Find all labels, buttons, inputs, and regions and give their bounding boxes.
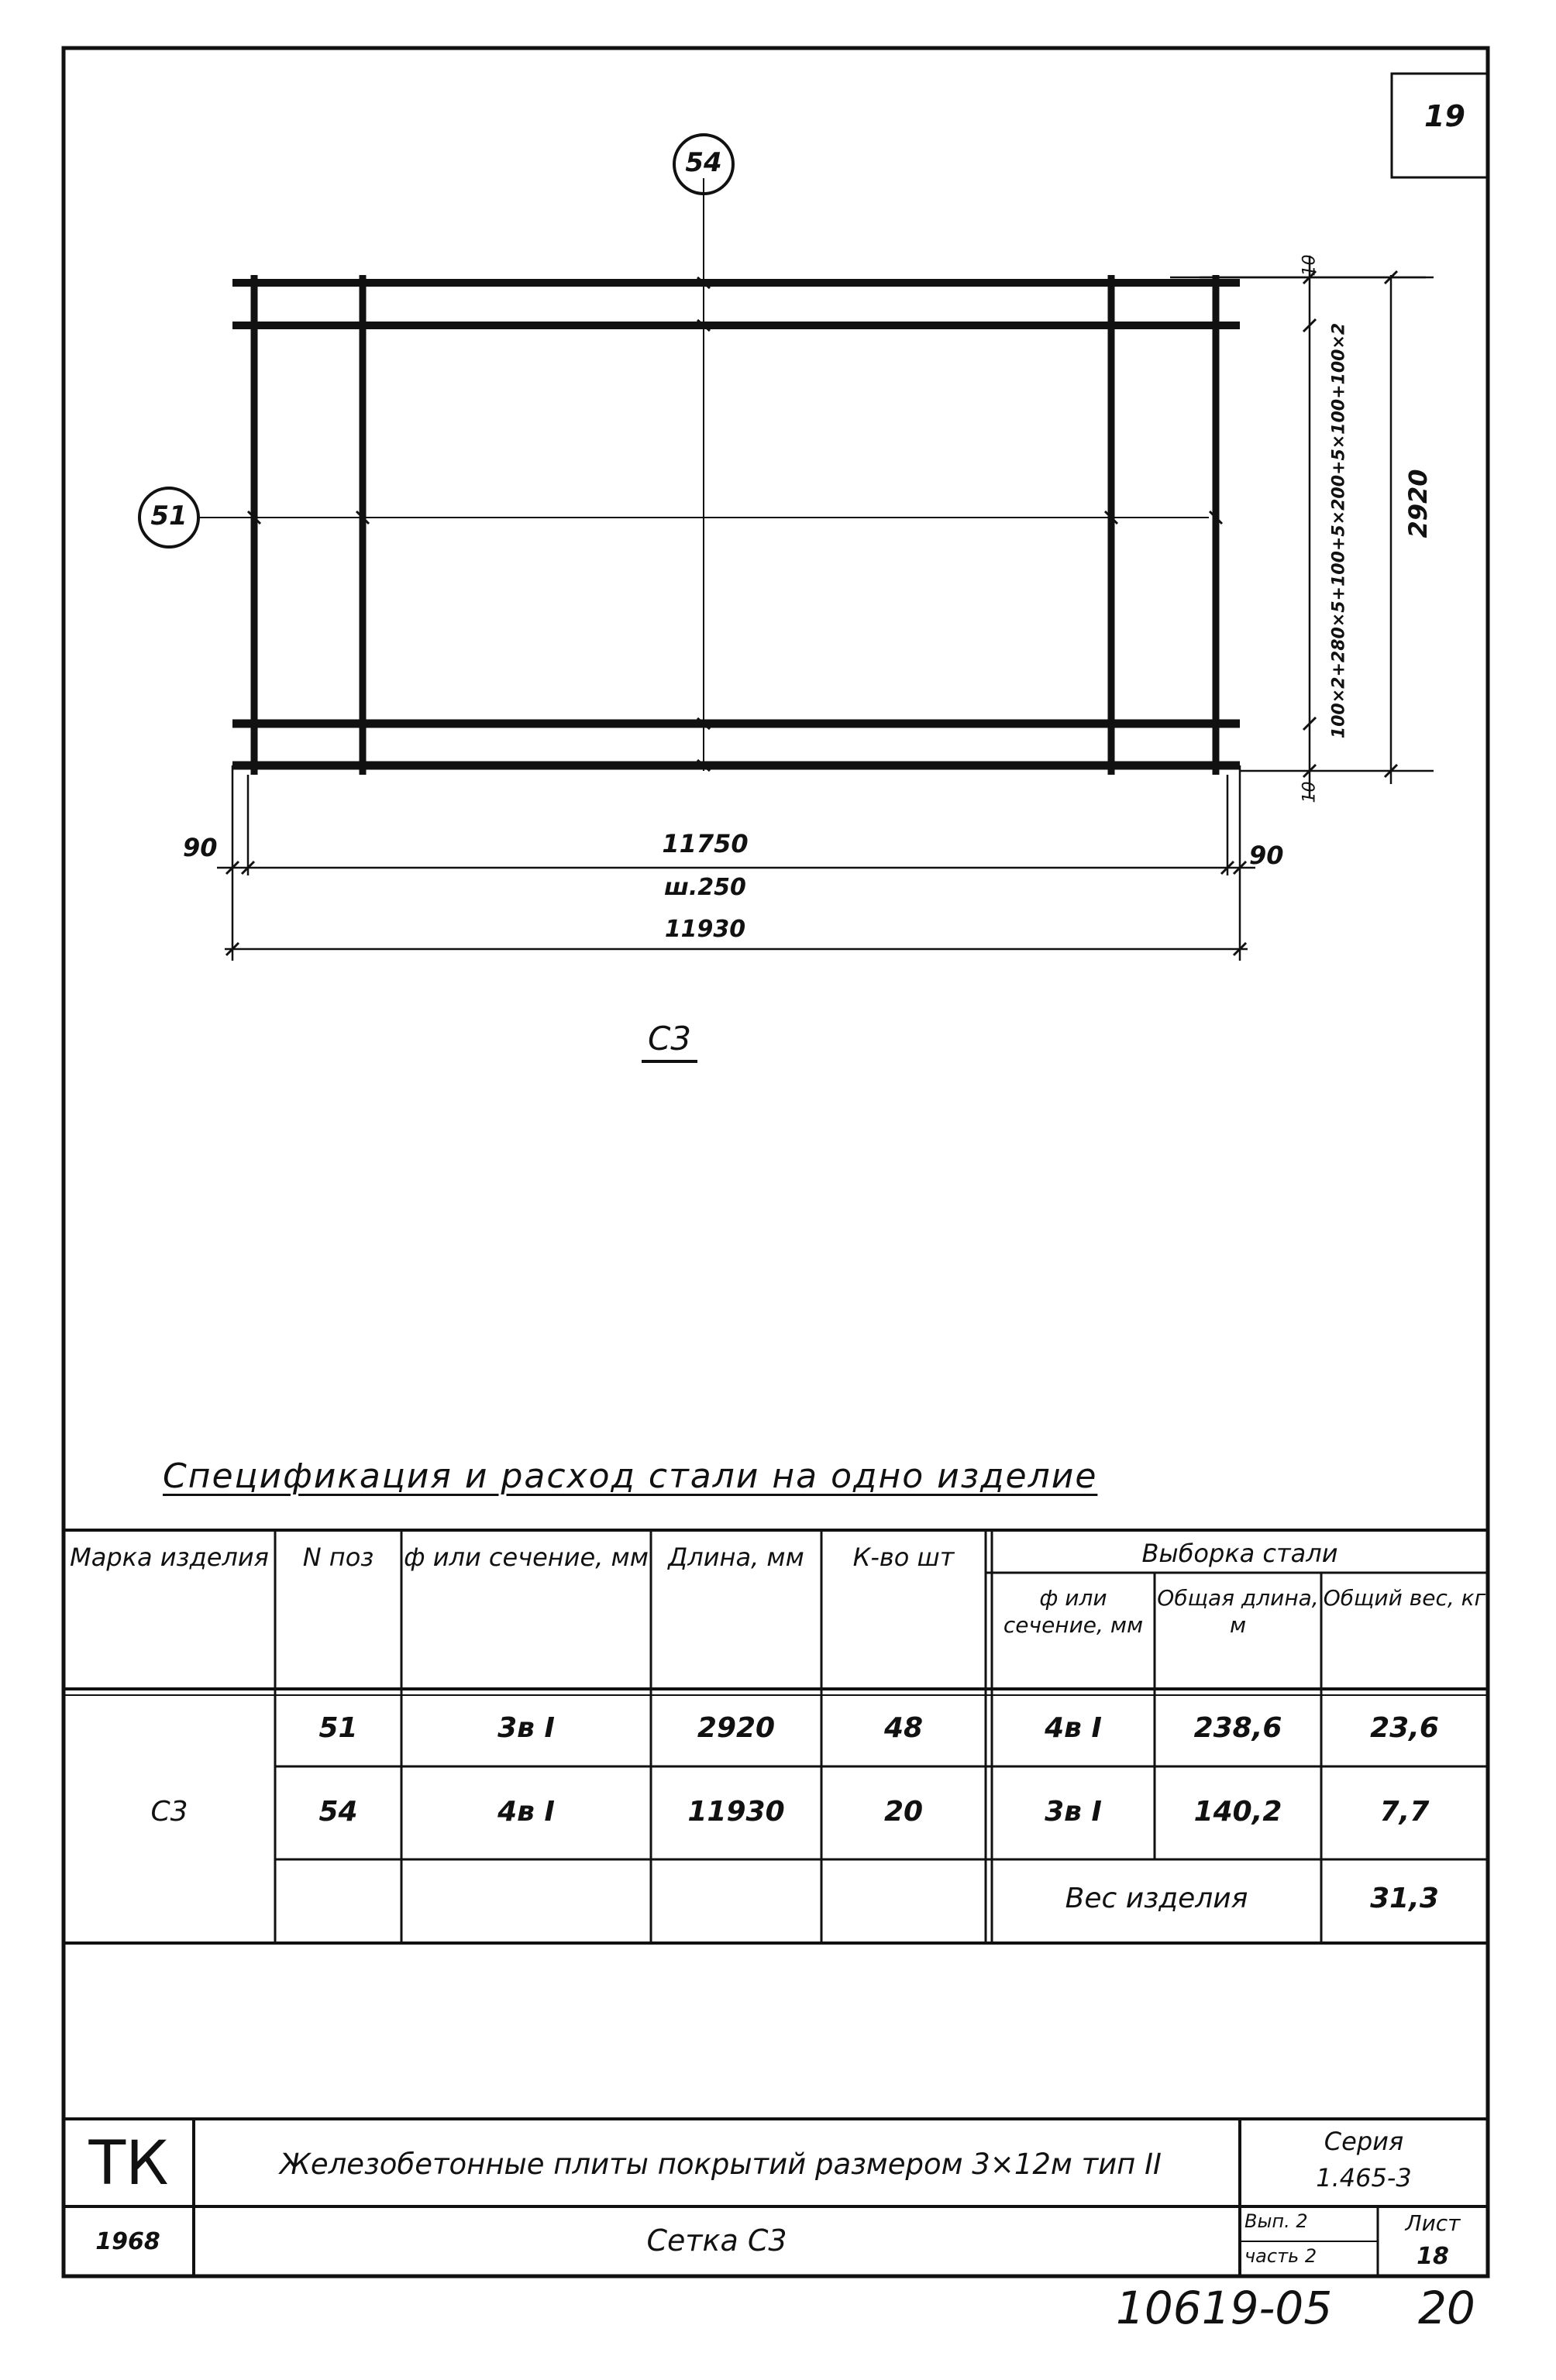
year: 1968 <box>95 2228 160 2255</box>
row2-qty: 20 <box>883 1796 924 1828</box>
hdr-pos: N поз <box>302 1543 374 1572</box>
corner-page-number: 19 <box>1424 99 1465 133</box>
row1-length: 2920 <box>697 1712 776 1744</box>
hdr-steel: Выборка стали <box>1141 1539 1338 1568</box>
hdr-mark: Марка изделия <box>70 1543 269 1572</box>
part: часть 2 <box>1244 2245 1317 2267</box>
dim-bottom-inner: 11750 <box>662 829 749 858</box>
row2-steel-section: 3в I <box>1045 1796 1102 1828</box>
right-dimensions <box>1170 256 1434 798</box>
mesh-drawing <box>232 178 1240 775</box>
doc-title: Железобетонные плиты покрытий размером 3×12м тип II <box>280 2148 1162 2181</box>
row1-steel-weight: 23,6 <box>1370 1712 1439 1744</box>
callout-54: 54 <box>685 147 722 178</box>
row1-steel-length: 238,6 <box>1193 1712 1282 1744</box>
total-label: Вес изделия <box>1065 1883 1248 1914</box>
hdr-section: ф или сечение, мм <box>404 1543 649 1572</box>
hdr-steel-weight: Общий вес, кг <box>1323 1585 1486 1611</box>
series-label: Серия <box>1324 2127 1404 2156</box>
dim-right-edge: 90 <box>1249 841 1284 870</box>
dim-left-edge: 90 <box>183 833 218 862</box>
row1-section: 3в I <box>497 1712 555 1744</box>
hdr-length: Длина, мм <box>668 1543 804 1572</box>
row1-steel-section: 4в I <box>1045 1712 1102 1744</box>
row2-section: 4в I <box>497 1796 555 1828</box>
drawing-label: С3 <box>647 1020 692 1058</box>
dim-right-pitch: 100×2+280×5+100+5×200+5×100+100×2 <box>1329 322 1349 739</box>
issue: Вып. 2 <box>1244 2210 1308 2232</box>
row2-steel-length: 140,2 <box>1193 1796 1282 1828</box>
org-code: ТК <box>88 2129 169 2199</box>
footer-page: 20 <box>1418 2282 1475 2334</box>
row2-pos: 54 <box>318 1796 358 1828</box>
callout-51: 51 <box>150 500 188 531</box>
row2-length: 11930 <box>687 1796 785 1828</box>
dim-right-total-box <box>1403 457 1434 550</box>
dim-right-total: 2920 <box>1403 469 1433 538</box>
dim-bottom-pitch: ш.250 <box>664 874 746 901</box>
hdr-steel-length: Общая длина, м <box>1157 1585 1319 1638</box>
mark-value: С3 <box>150 1796 188 1828</box>
series-value: 1.465-3 <box>1316 2163 1412 2193</box>
row2-steel-weight: 7,7 <box>1379 1796 1430 1828</box>
row1-pos: 51 <box>318 1712 358 1744</box>
dim-bottom-total: 11930 <box>664 916 746 943</box>
total-value: 31,3 <box>1370 1883 1439 1914</box>
hdr-qty: К-во шт <box>852 1543 955 1572</box>
sheet-value: 18 <box>1417 2243 1449 2270</box>
dim-right-top: 10 <box>1300 254 1320 277</box>
spec-title: Спецификация и расход стали на одно изделие <box>163 1457 1098 1496</box>
sheet-label: Лист <box>1405 2210 1461 2236</box>
row1-qty: 48 <box>883 1712 924 1744</box>
dim-right-pitch-box <box>1324 275 1355 786</box>
footer-number: 10619-05 <box>1116 2282 1333 2334</box>
doc-subtitle: Сетка С3 <box>646 2224 787 2258</box>
dim-right-bottom: 10 <box>1300 781 1320 803</box>
hdr-steel-section: ф или сечение, мм <box>1003 1585 1144 1638</box>
